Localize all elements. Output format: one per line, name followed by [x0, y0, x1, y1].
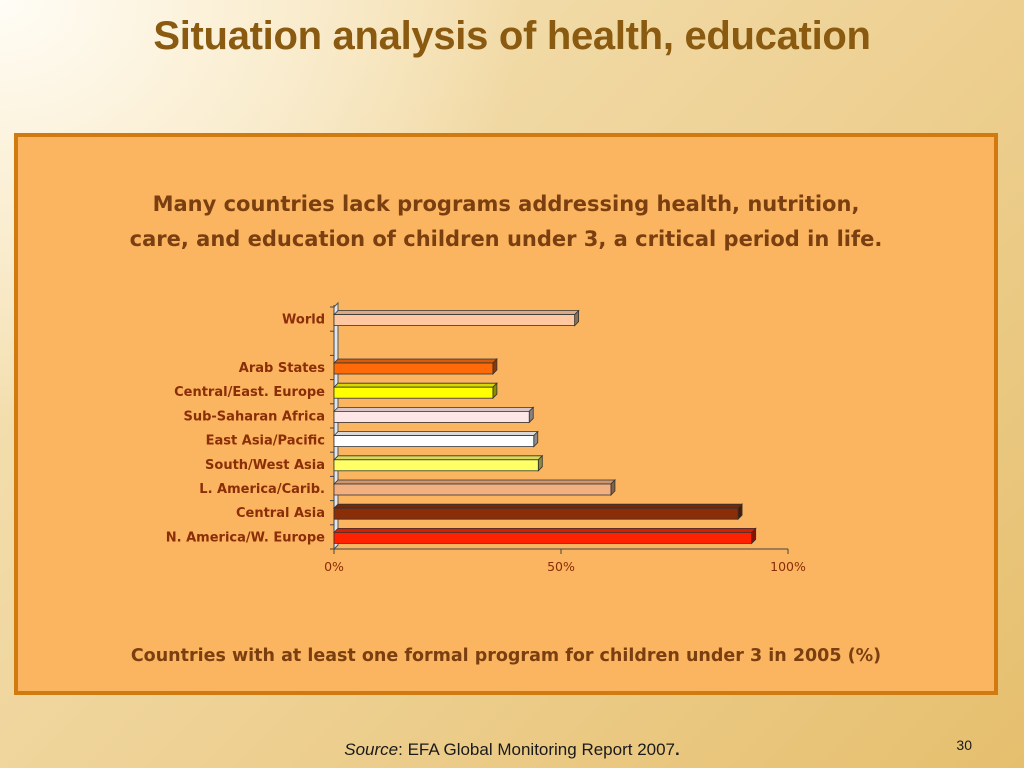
category-label-world: World [282, 312, 325, 328]
slide-title: Situation analysis of health, education [153, 14, 871, 58]
bar-world-top-face [334, 311, 579, 315]
category-label-east-asia-pacific: East Asia/Pacific [205, 433, 325, 449]
bar-n-america-w-europe [334, 532, 752, 543]
source-end: . [675, 740, 680, 759]
bar-n-america-w-europe-top-face [334, 528, 756, 532]
x-tick-label-0: 0% [324, 559, 344, 574]
bar-sub-saharan-africa-top-face [334, 407, 533, 411]
category-label-sub-saharan-africa: Sub-Saharan Africa [183, 409, 325, 425]
x-tick-label-100: 100% [770, 559, 806, 574]
chart-caption: Countries with at least one formal program for children under 3 in 2005 (%) [130, 646, 882, 666]
bar-world [334, 315, 575, 326]
bar-arab-states-top-face [334, 359, 497, 363]
bar-east-asia-pacific [334, 436, 534, 447]
category-label-n-america-w-europe: N. America/W. Europe [165, 530, 325, 546]
bar-chart [18, 137, 994, 637]
bar-arab-states [334, 363, 493, 374]
bar-central-asia-top-face [334, 504, 742, 508]
bar-l-america-carib [334, 484, 611, 495]
bar-central-asia [334, 508, 738, 519]
source-note [0, 740, 1024, 760]
bar-l-america-carib-top-face [334, 480, 615, 484]
source-text: : EFA Global Monitoring Report 2007 [398, 740, 676, 759]
bar-east-asia-pacific-top-face [334, 432, 538, 436]
category-label-arab-states: Arab States [238, 361, 325, 376]
headline-line-1: Many countries lack programs addressing health, nutrition, [152, 192, 860, 216]
source-label: Source [344, 740, 399, 759]
category-label-central-east-europe: Central/East. Europe [174, 385, 325, 401]
bar-sub-saharan-africa [334, 411, 529, 422]
chart-panel [14, 133, 998, 695]
category-label-central-asia: Central Asia [235, 506, 325, 522]
category-label-l-america-carib: L. America/Carib. [199, 482, 325, 497]
bar-south-west-asia [334, 460, 538, 471]
bar-central-east-europe-top-face [334, 383, 497, 387]
bar-south-west-asia-top-face [334, 456, 542, 460]
x-tick-label-50: 50% [547, 559, 575, 574]
page-number: 30 [956, 737, 972, 753]
headline-line-2: care, and education of children under 3, a critical period in life. [129, 227, 883, 251]
bar-central-east-europe [334, 387, 493, 398]
category-label-south-west-asia: South/West Asia [205, 457, 325, 473]
